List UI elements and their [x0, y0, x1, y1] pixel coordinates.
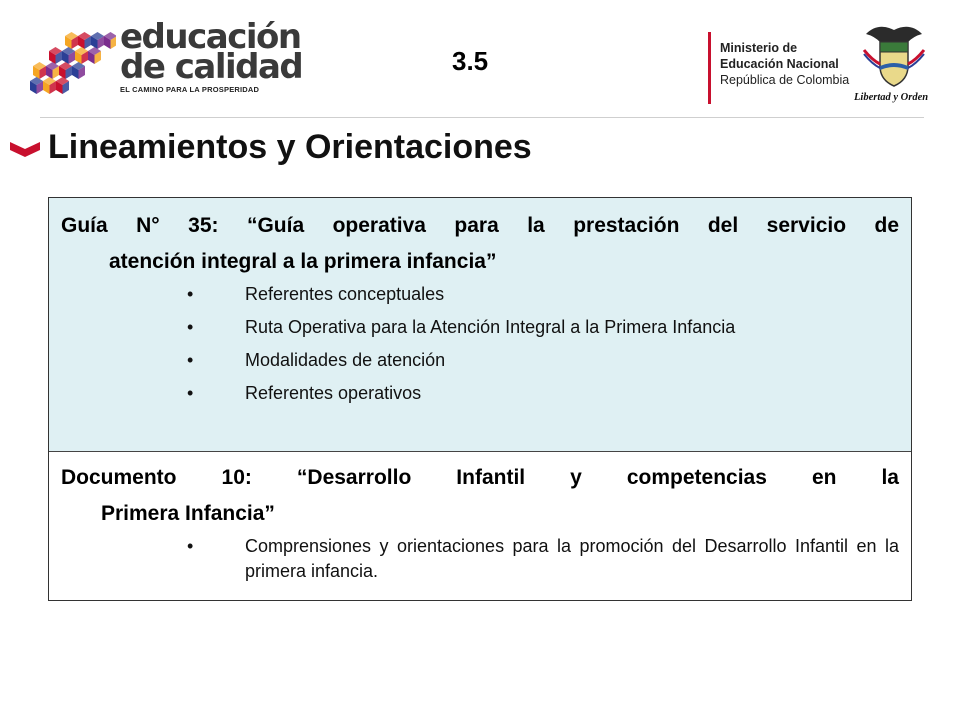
logo-line-1: educación	[120, 17, 301, 57]
educacion-de-calidad-logo	[30, 17, 303, 102]
bullet-list	[49, 534, 911, 584]
section-title-text: Lineamientos y Orientaciones	[48, 128, 532, 166]
ministry-name	[720, 40, 849, 88]
bullet-list	[49, 282, 911, 406]
ministry-motto: Libertad y Orden	[854, 92, 929, 103]
ministry-accent-bar	[708, 32, 711, 104]
row-heading-line-2: Primera Infancia”	[101, 502, 275, 525]
list-item: • Modalidades de atención	[49, 348, 911, 373]
colored-cubes-icon	[30, 30, 116, 100]
ministry-line-3: República de Colombia	[720, 73, 850, 87]
slide-number: 3.5	[452, 46, 489, 76]
list-item: • Referentes conceptuales	[49, 282, 911, 307]
row-heading-line-1: Documento 10: “Desarrollo Infantil y competencias en la	[61, 466, 899, 489]
row-heading	[49, 452, 911, 532]
slide-header	[0, 0, 960, 120]
header-divider	[40, 117, 924, 118]
row-heading-line-1: Guía N° 35: “Guía operativa para la prestación del servicio de	[61, 214, 899, 237]
logo-tagline: EL CAMINO PARA LA PROSPERIDAD	[120, 85, 260, 94]
ministry-line-1: Ministerio de	[720, 41, 798, 55]
documents-table	[48, 197, 912, 601]
row-heading-line-2: atención integral a la primera infancia”	[109, 250, 497, 273]
list-item: • Comprensiones y orientaciones para la promoción del Desarrollo Infantil en la primera infancia.	[49, 534, 911, 584]
logo-text	[120, 17, 303, 94]
logo-line-2: de calidad	[120, 47, 303, 87]
table-row	[49, 198, 911, 452]
table-row	[49, 452, 911, 600]
row-heading	[49, 198, 911, 280]
ministry-line-2: Educación Nacional	[720, 57, 839, 71]
colombia-coat-of-arms-icon	[858, 20, 930, 90]
list-item: • Referentes operativos	[49, 381, 911, 406]
ministerio-logo	[708, 28, 938, 114]
red-chevron-icon	[10, 140, 40, 158]
list-item: • Ruta Operativa para la Atención Integral a la Primera Infancia	[49, 315, 911, 340]
